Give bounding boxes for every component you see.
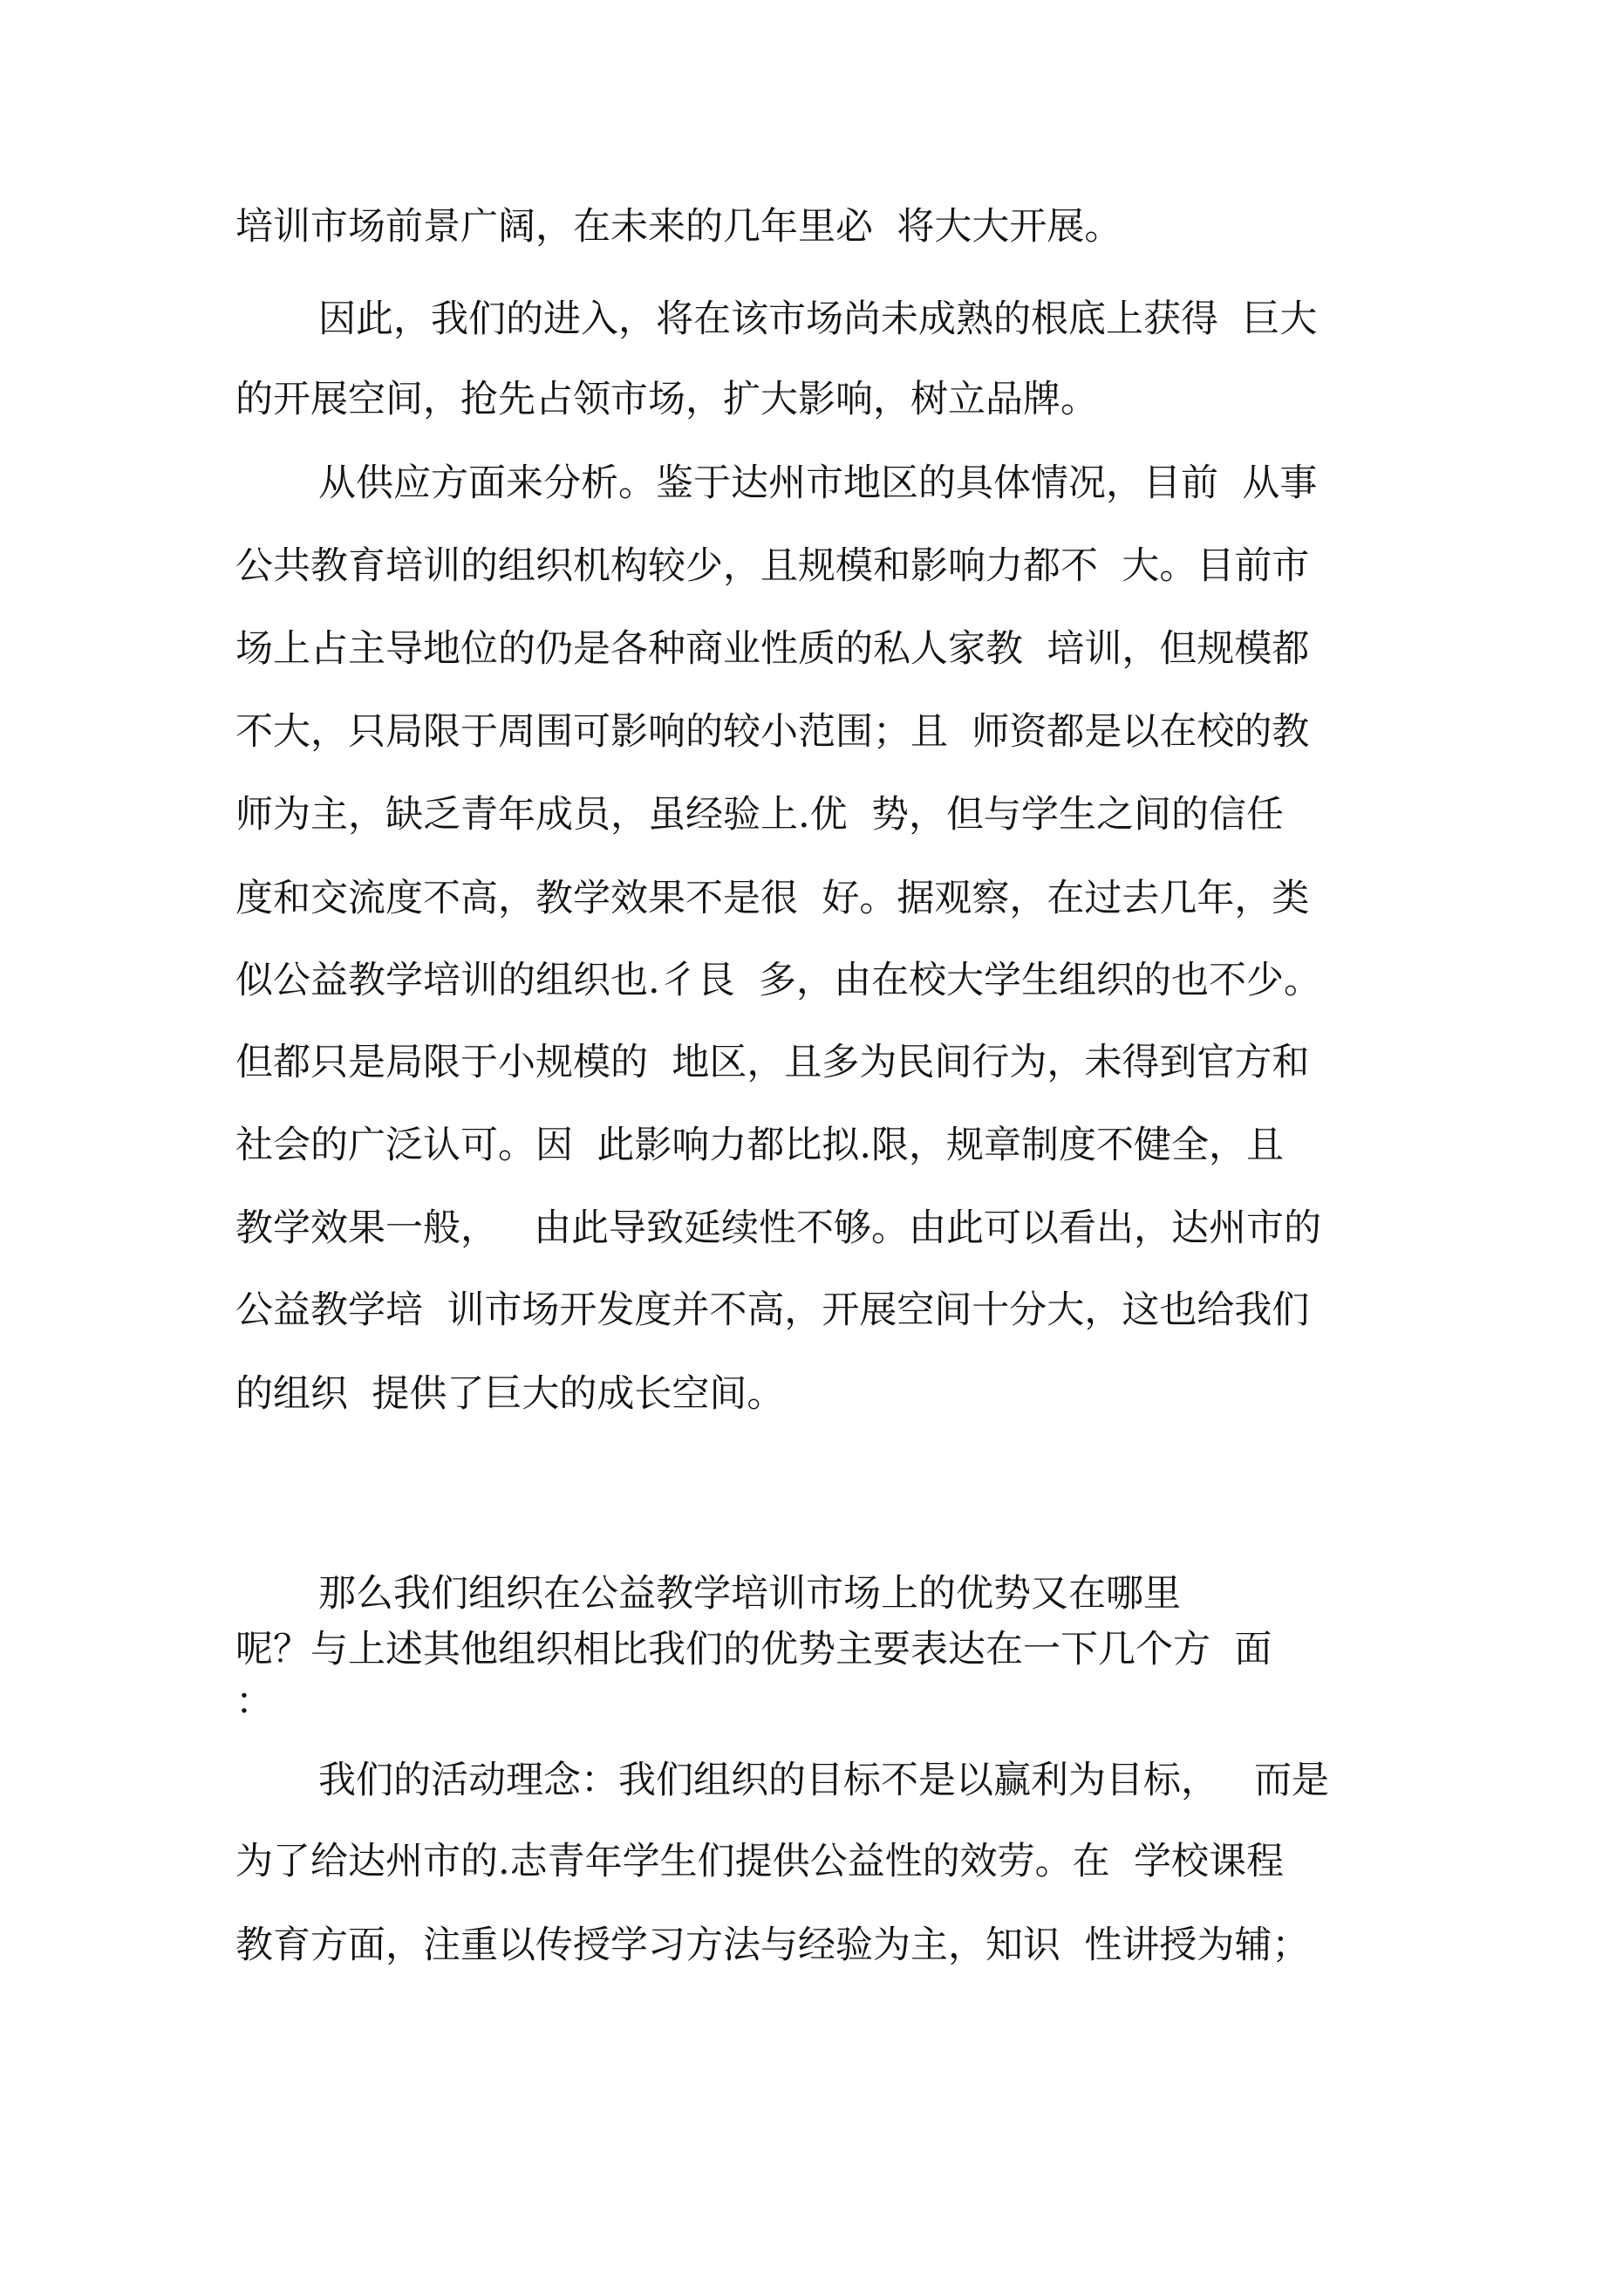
text-line: 似公益教学培训的组织也.彳艮 多，由在校大学生组织的也不少。	[235, 959, 1322, 1002]
text-line: 因此，我们的进入，将在该市场尚未成熟的根底上获得 巨大	[318, 297, 1318, 341]
text-line: 那么我们组织在公益教学培训市场上的优势又在哪里	[318, 1572, 1181, 1616]
text-line: 度和交流度不高，教学效果不是很 好。据观察，在过去几年，类	[235, 877, 1310, 920]
text-line: 为了给达州市的.志青年学生们提供公益性的效劳。在 学校课程	[235, 1840, 1285, 1883]
text-line: 场上占主导地位的仍是各种商业性质的私人家教 培训，但规模都	[235, 627, 1310, 671]
text-line: 不大，只局限于周围可影响的较小范围；且 师资都是以在校的教	[235, 710, 1310, 754]
text-line: 从供应方面来分析。鉴于达州市地区的具体情况，目前 从事	[318, 461, 1318, 505]
text-line: 呢？与上述其他组织相比我们的优势主要表达在一下几个方 面	[235, 1628, 1272, 1671]
text-line: 公共教育培训的组织机构较少，且规模和影响力都不 大。目前市	[235, 544, 1310, 588]
text-line: 师为主，缺乏青年成员，虽经验上.优 势，但与学生之间的信任	[235, 793, 1285, 837]
text-line: 的组织 提供了巨大的成长空间。	[235, 1372, 785, 1416]
text-line: 教育方面，注重以传授学习方法与经验为主，知识 性讲授为辅；	[235, 1924, 1310, 1967]
text-line: 公益教学培 训市场开发度并不高，开展空间十分大，这也给我们	[235, 1288, 1310, 1332]
text-line: 我们的活动理念：我们组织的目标不是以赢利为目标， 而是	[318, 1759, 1330, 1802]
text-line: 社会的广泛认可。因 此影响力都比拟.限，规章制度不健全，且	[235, 1124, 1285, 1167]
text-line: 培训市场前景广阔，在未来的几年里必 将大大开展。	[235, 205, 1122, 249]
text-line: 教学效果一般， 由此导致延续性不够。由此可以看出，达州市的	[235, 1206, 1322, 1250]
text-line: 但都只是局限于小规模的 地区，且多为民间行为，未得到官方和	[235, 1041, 1310, 1084]
text-line: ：	[235, 1680, 273, 1724]
text-line: 的开展空间，抢先占领市场，扩大影响，树立品牌。	[235, 378, 1098, 421]
